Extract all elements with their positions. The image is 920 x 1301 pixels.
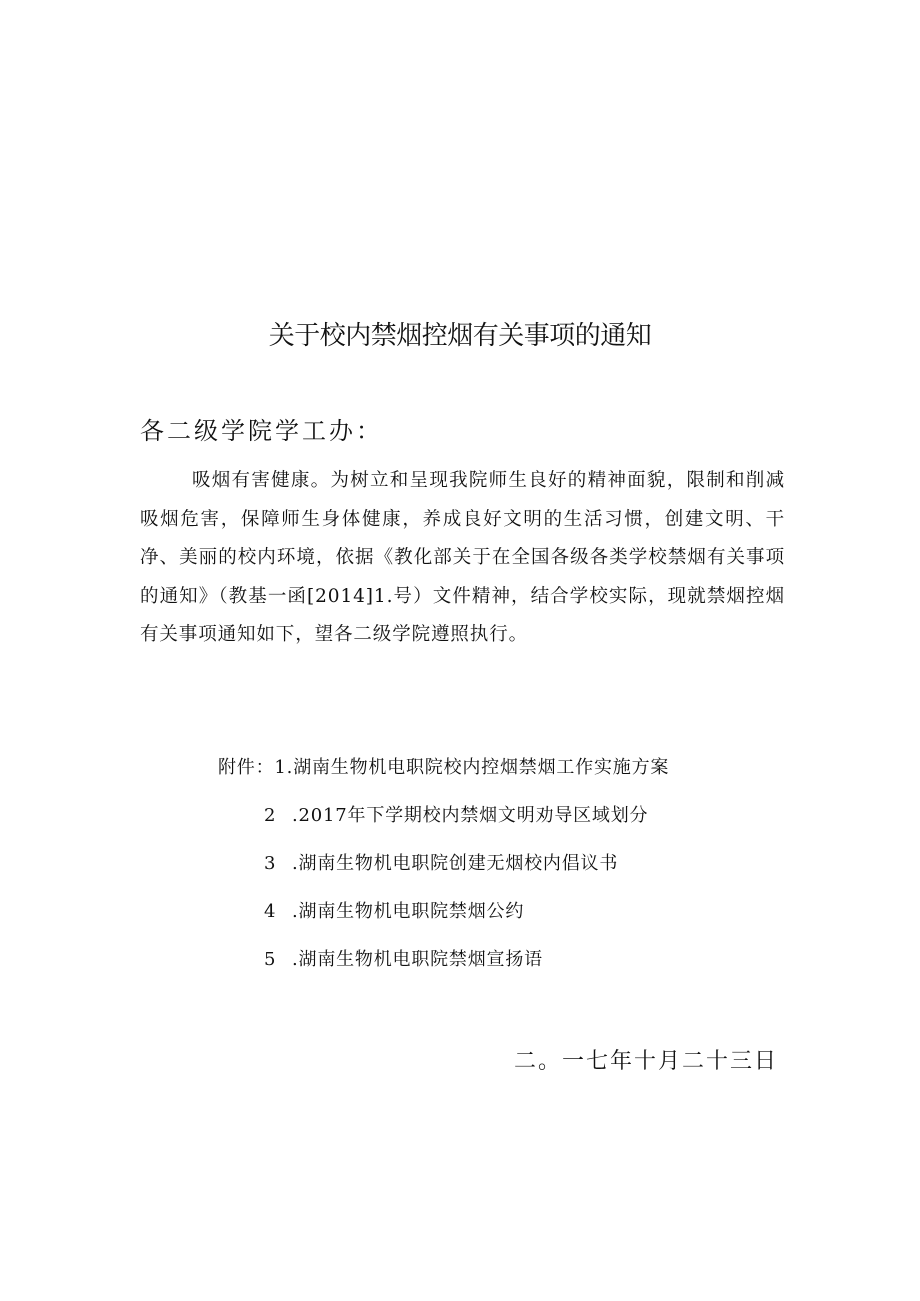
- document-title: 关于校内禁烟控烟有关事项的通知: [268, 321, 652, 351]
- attachments-label: 附件：: [218, 757, 275, 778]
- attachment-number: 3: [264, 853, 277, 874]
- body-paragraph: 吸烟有害健康。为树立和呈现我院师生良好的精神面貌，限制和削减吸烟危害，保障师生身体健康，养成良好文明的生活习惯，创建文明、干净、美丽的校内环境，依据《教化部关于在全国各级各类学校禁烟有关事项的通知》（教基一函[2014]1.号）文件精神，结合学校实际，现就禁烟控烟有关事项通知如下，望各二级学院遵照执行。: [140, 470, 785, 645]
- attachment-item-3: [264, 850, 618, 878]
- attachment-number: 4: [264, 901, 277, 922]
- attachment-number: 5: [264, 949, 277, 970]
- attachment-number: 2: [264, 805, 277, 826]
- attachment-item-5: [264, 946, 543, 974]
- attachment-text: .2017年下学期校内禁烟文明劝导区域划分: [292, 805, 649, 826]
- salutation: 各二级学院学工办：: [140, 417, 383, 445]
- attachment-item-2: [264, 802, 648, 830]
- attachment-text: .湖南生物机电职院禁烟公约: [292, 901, 525, 922]
- attachment-text: .湖南生物机电职院创建无烟校内倡议书: [292, 853, 619, 874]
- attachment-text: .湖南生物机电职院禁烟宣扬语: [292, 949, 543, 970]
- attachment-item-1: [218, 754, 669, 782]
- attachment-text: 湖南生物机电职院校内控烟禁烟工作实施方案: [293, 757, 670, 778]
- attachment-item-4: [264, 898, 524, 926]
- attachment-number: 1.: [274, 757, 294, 778]
- issue-date: 二。一七年十月二十三日: [513, 1049, 778, 1074]
